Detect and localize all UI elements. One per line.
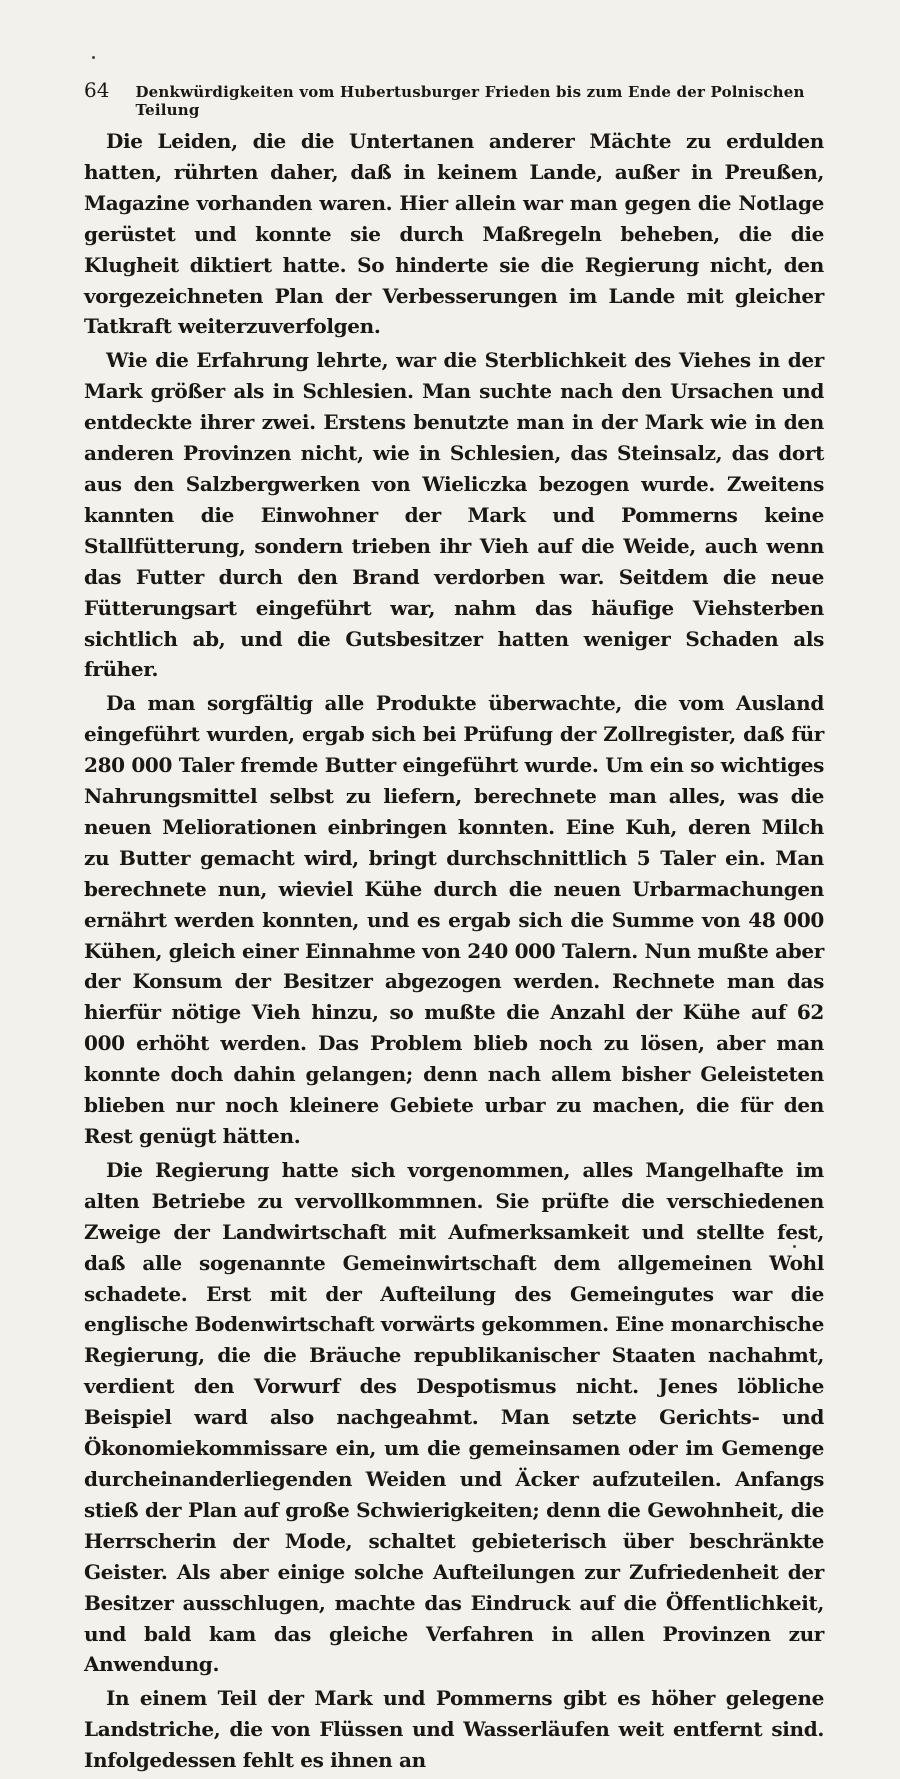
print-speck bbox=[793, 1245, 796, 1248]
print-speck bbox=[92, 56, 95, 59]
paragraph: Die Regierung hatte sich vorgenommen, alles Mangelhafte im alten Betriebe zu vervollkommnen. Sie prüfte die verschiedenen Zweige der Landwirtschaft mit Aufmerksamkeit und stellte fest, daß alle sogenannte Gemeinwirtschaft dem allgemeinen Wohl schadete. Erst mit der Aufteilung des Gemeingutes war die englische Bodenwirtschaft vorwärts gekommen. Eine monarchische Regierung, die die Bräuche republikanischer Staaten nachahmt, verdient den Vorwurf des Despotismus nicht. Jenes löbliche Beispiel ward also nachgeahmt. Man setzte Gerichts- und Ökonomiekommissare ein, um die gemeinsamen oder im Gemenge durcheinanderliegenden Weiden und Äcker aufzuteilen. Anfangs stieß der Plan auf große Schwierigkeiten; denn die Gewohnheit, die Herrscherin der Mode, schaltet gebieterisch über beschränkte Geister. Als aber einige solche Aufteilungen zur Zufriedenheit der Besitzer ausschlugen, machte das Eindruck auf die Öffentlichkeit, und bald kam das gleiche Verfahren in allen Provinzen zur Anwendung. bbox=[84, 1157, 824, 1677]
running-title: Denkwürdigkeiten vom Hubertusburger Frieden bis zum Ende der Polnischen Teilung bbox=[135, 83, 805, 119]
paragraph: Die Leiden, die die Untertanen anderer Mächte zu erdulden hatten, rührten daher, daß in keinem Lande, außer in Preußen, Magazine vorhanden waren. Hier allein war man gegen die Notlage gerüstet und konnte sie durch Maßregeln beheben, die die Klugheit diktiert hatte. So hinderte sie die Regierung nicht, den vorgezeichneten Plan der Verbesserungen im Lande mit gleicher Tatkraft weiterzuverfolgen. bbox=[84, 129, 824, 339]
paragraph: Wie die Erfahrung lehrte, war die Sterblichkeit des Viehes in der Mark größer als in Schlesien. Man suchte nach den Ursachen und entdeckte ihrer zwei. Erstens benutzte man in der Mark wie in den anderen Provinzen nicht, wie in Schlesien, das Steinsalz, das dort aus den Salzbergwerken von Wieliczka bezogen wurde. Zweitens kannten die Einwohner der Mark und Pommerns keine Stallfütterung, sondern trieben ihr Vieh auf die Weide, auch wenn das Futter durch den Brand verdorben war. Seitdem die neue Fütterungsart eingeführt war, nahm das häufige Viehsterben sichtlich ab, und die Gutsbesitzer hatten weniger Schaden als früher. bbox=[84, 348, 824, 682]
paragraph: Da man sorgfältig alle Produkte überwachte, die vom Ausland eingeführt wurden, ergab sich bei Prüfung der Zollregister, daß für 280 000 Taler fremde Butter eingeführt wurde. Um ein so wichtiges Nahrungsmittel selbst zu liefern, berechnete man alles, was die neuen Meliorationen einbringen konnten. Eine Kuh, deren Milch zu Butter gemacht wird, bringt durchschnittlich 5 Taler ein. Man berechnete nun, wieviel Kühe durch die neuen Urbarmachungen ernährt werden konnten, und es ergab sich die Summe von 48 000 Kühen, gleich einer Einnahme von 240 000 Talern. Nun mußte aber der Konsum der Besitzer abgezogen werden. Rechnete man das hierfür nötige Vieh hinzu, so mußte die Anzahl der Kühe auf 62 000 erhöht werden. Das Problem blieb noch zu lösen, aber man konnte doch dahin gelangen; denn nach allem bisher Geleisteten blieben nur noch kleinere Gebiete urbar zu machen, die für den Rest genügt hätten. bbox=[84, 691, 824, 1148]
running-head bbox=[84, 78, 824, 119]
body-text bbox=[84, 126, 824, 1779]
page-number: 64 bbox=[84, 78, 110, 102]
paragraph: In einem Teil der Mark und Pommerns gibt es höher gelegene Landstriche, die von Flüssen und Wasserläufen weit entfernt sind. Infolgedessen fehlt es ihnen an bbox=[84, 1686, 824, 1773]
